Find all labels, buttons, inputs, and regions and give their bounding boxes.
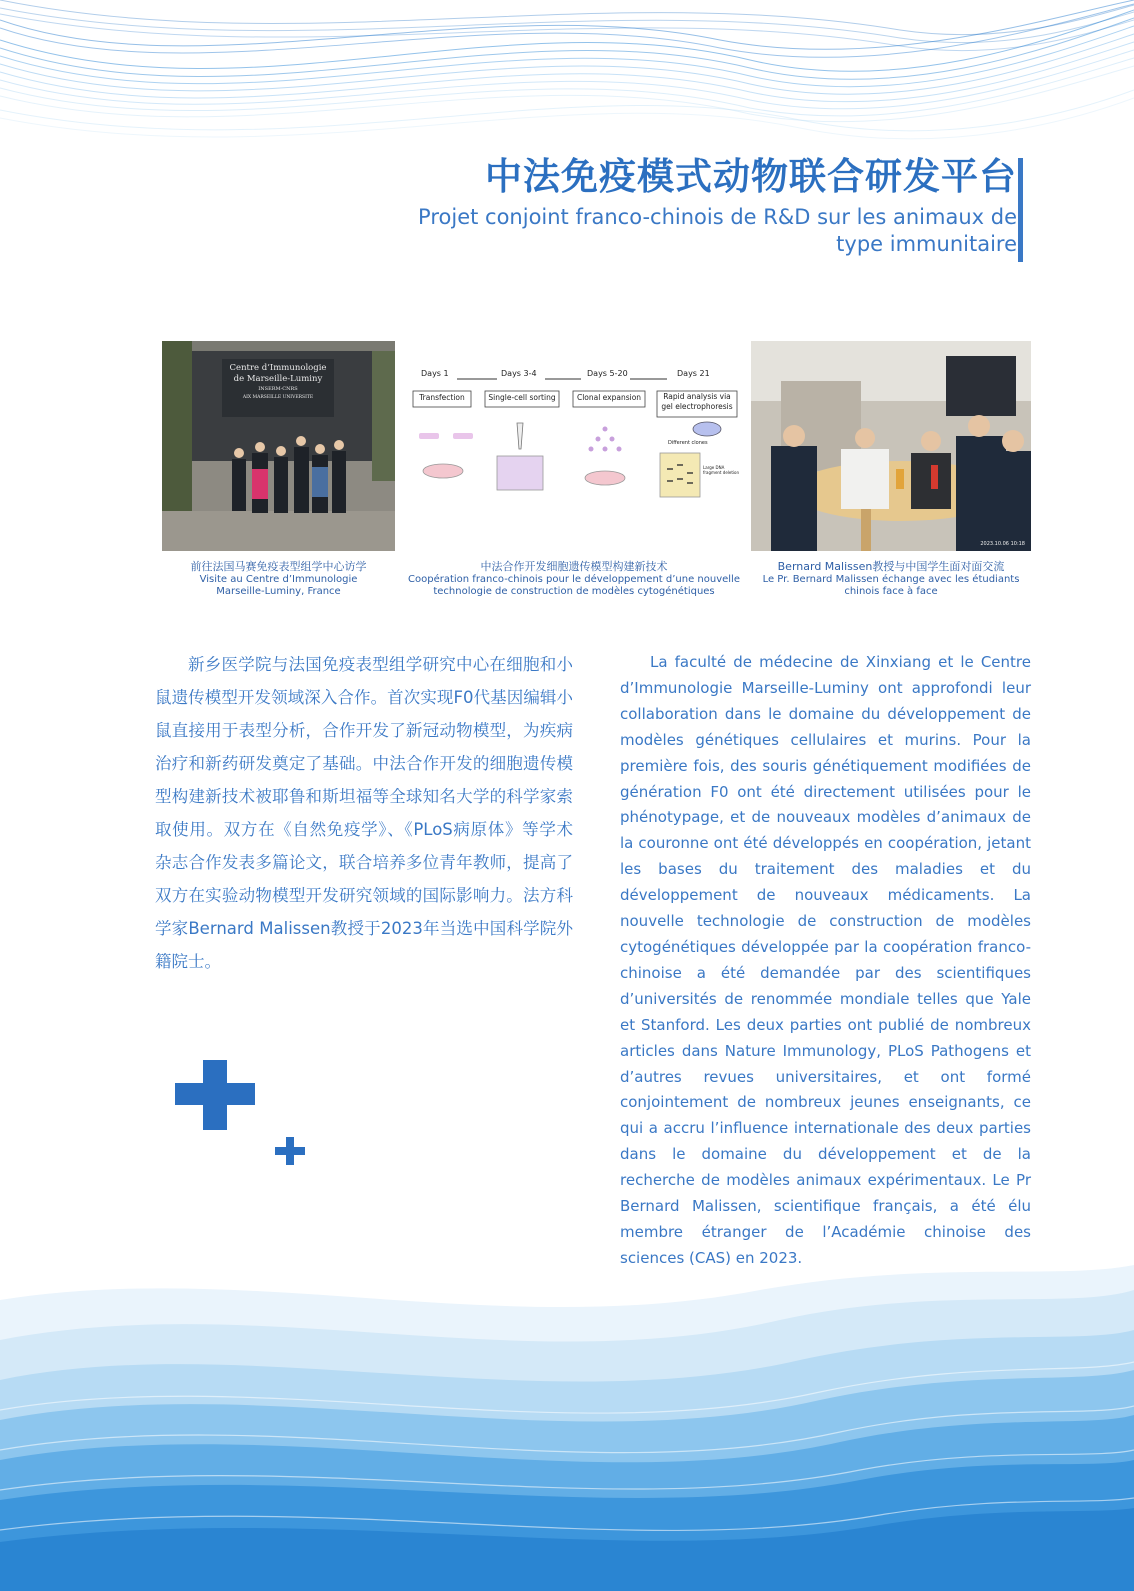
caption-discussion xyxy=(751,560,1031,598)
page-title-fr-line2: type immunitaire xyxy=(836,232,1017,256)
body-paragraph-fr: La faculté de médecine de Xinxiang et le Centre d’Immunologie Marseille-Luminy ont approfondi leur collaboration dans le domaine du développement de modèles génétiques cellulaires et murins. Pour la première fois, des souris génétiquement modifiées de génération F0 ont été directement utilisées pour le phénotypage, et de nouveaux modèles d’animaux de la couronne ont été développés en coopération, jetant les bases du traitement des maladies et du développement de nouveaux médicaments. La nouvelle technologie de construction de modèles cytogénétiques développée par la coopération franco-chinoise a été demandée par des scientifiques d’universités de renommée mondiale telles que Yale et Stanford. Les deux parties ont publié de nombreux articles dans Nature Immunology, PLoS Pathogens et d’autres revues universitaires, et ont formé conjointement de nombreux jeunes enseignants, ce qui a accru l’influence internationale des deux parties dans le domaine du développement et de la recherche de modèles animaux expérimentaux. Le Pr Bernard Malissen, scientifique français, a été élu membre étranger de l’Académie chinoise des sciences (CAS) en 2023. xyxy=(620,653,1031,1267)
sign-line-1: Centre d’Immunologie xyxy=(229,363,327,373)
step4-label-2: gel electrophoresis xyxy=(661,402,733,411)
caption-workflow-fr-1: Coopération franco-chinois pour le développement d’une nouvelle xyxy=(408,574,740,585)
step2-label: Single-cell sorting xyxy=(488,393,556,402)
body-text-zh xyxy=(155,648,573,978)
title-block xyxy=(317,150,1017,258)
title-accent-bar xyxy=(1018,158,1023,262)
step1-label: Transfection xyxy=(419,393,465,402)
caption-discussion-fr-1: Le Pr. Bernard Malissen échange avec les étudiants xyxy=(762,574,1020,585)
caption-visit-fr-1: Visite au Centre d’Immunologie xyxy=(199,574,358,585)
different-clones-label: Different clones xyxy=(668,440,708,446)
caption-workflow-zh: 中法合作开发细胞遗传模型构建新技术 xyxy=(480,560,668,573)
caption-discussion-fr-2: chinois face à face xyxy=(844,586,938,597)
step2-day: Days 3-4 xyxy=(501,369,537,378)
plus-decoration-small-icon xyxy=(275,1137,305,1165)
step1-day: Days 1 xyxy=(421,369,449,378)
step3-day: Days 5-20 xyxy=(587,369,628,378)
step3-label: Clonal expansion xyxy=(576,393,642,402)
bottom-wave-decoration xyxy=(0,1170,1134,1591)
caption-visit xyxy=(162,560,395,598)
gel-note-1: Large DNA xyxy=(703,465,725,470)
step4-day: Days 21 xyxy=(677,369,710,378)
caption-visit-zh: 前往法国马赛免疫表型组学中心访学 xyxy=(190,560,367,573)
sign-line-4: AIX MARSEILLE UNIVERSITE xyxy=(242,395,314,400)
photo-timestamp: 2023.10.06 10:18 xyxy=(980,541,1025,547)
caption-visit-fr-2: Marseille-Luminy, France xyxy=(216,586,341,597)
photo-visit-centre xyxy=(162,341,395,551)
sign-line-3: INSERM-CNRS xyxy=(258,386,298,392)
page-title-fr-line1: Projet conjoint franco-chinois de R&D sur les animaux de xyxy=(418,205,1017,229)
step4-label-1: Rapid analysis via xyxy=(663,392,731,401)
page-title-zh: 中法免疫模式动物联合研发平台 xyxy=(485,155,1017,198)
body-paragraph-zh: 新乡医学院与法国免疫表型组学研究中心在细胞和小鼠遗传模型开发领域深入合作。首次实现F0代基因编辑小鼠直接用于表型分析，合作开发了新冠动物模型，为疾病治疗和新药研发奠定了基础。中法合作开发的细胞遗传模型构建新技术被耶鲁和斯坦福等全球知名大学的科学家索取使用。双方在《自然免疫学》、《PLoS病原体》等学术杂志合作发表多篇论文，联合培养多位青年教师，提高了双方在实验动物模型开发研究领域的国际影响力。法方科学家Bernard Malissen教授于2023年当选中国科学院外籍院士。 xyxy=(155,655,573,971)
diagram-workflow xyxy=(405,341,743,551)
photo-discussion xyxy=(751,341,1031,551)
caption-workflow-fr-2: technologie de construction de modèles cytogénétiques xyxy=(433,586,715,597)
caption-workflow xyxy=(395,560,753,598)
sign-line-2: de Marseille-Luminy xyxy=(233,374,323,384)
plus-decoration-large-icon xyxy=(175,1060,255,1130)
caption-discussion-zh: Bernard Malissen教授与中国学生面对面交流 xyxy=(777,560,1005,573)
gel-note-2: fragment deletion xyxy=(703,470,740,475)
figure-row xyxy=(0,341,1134,601)
